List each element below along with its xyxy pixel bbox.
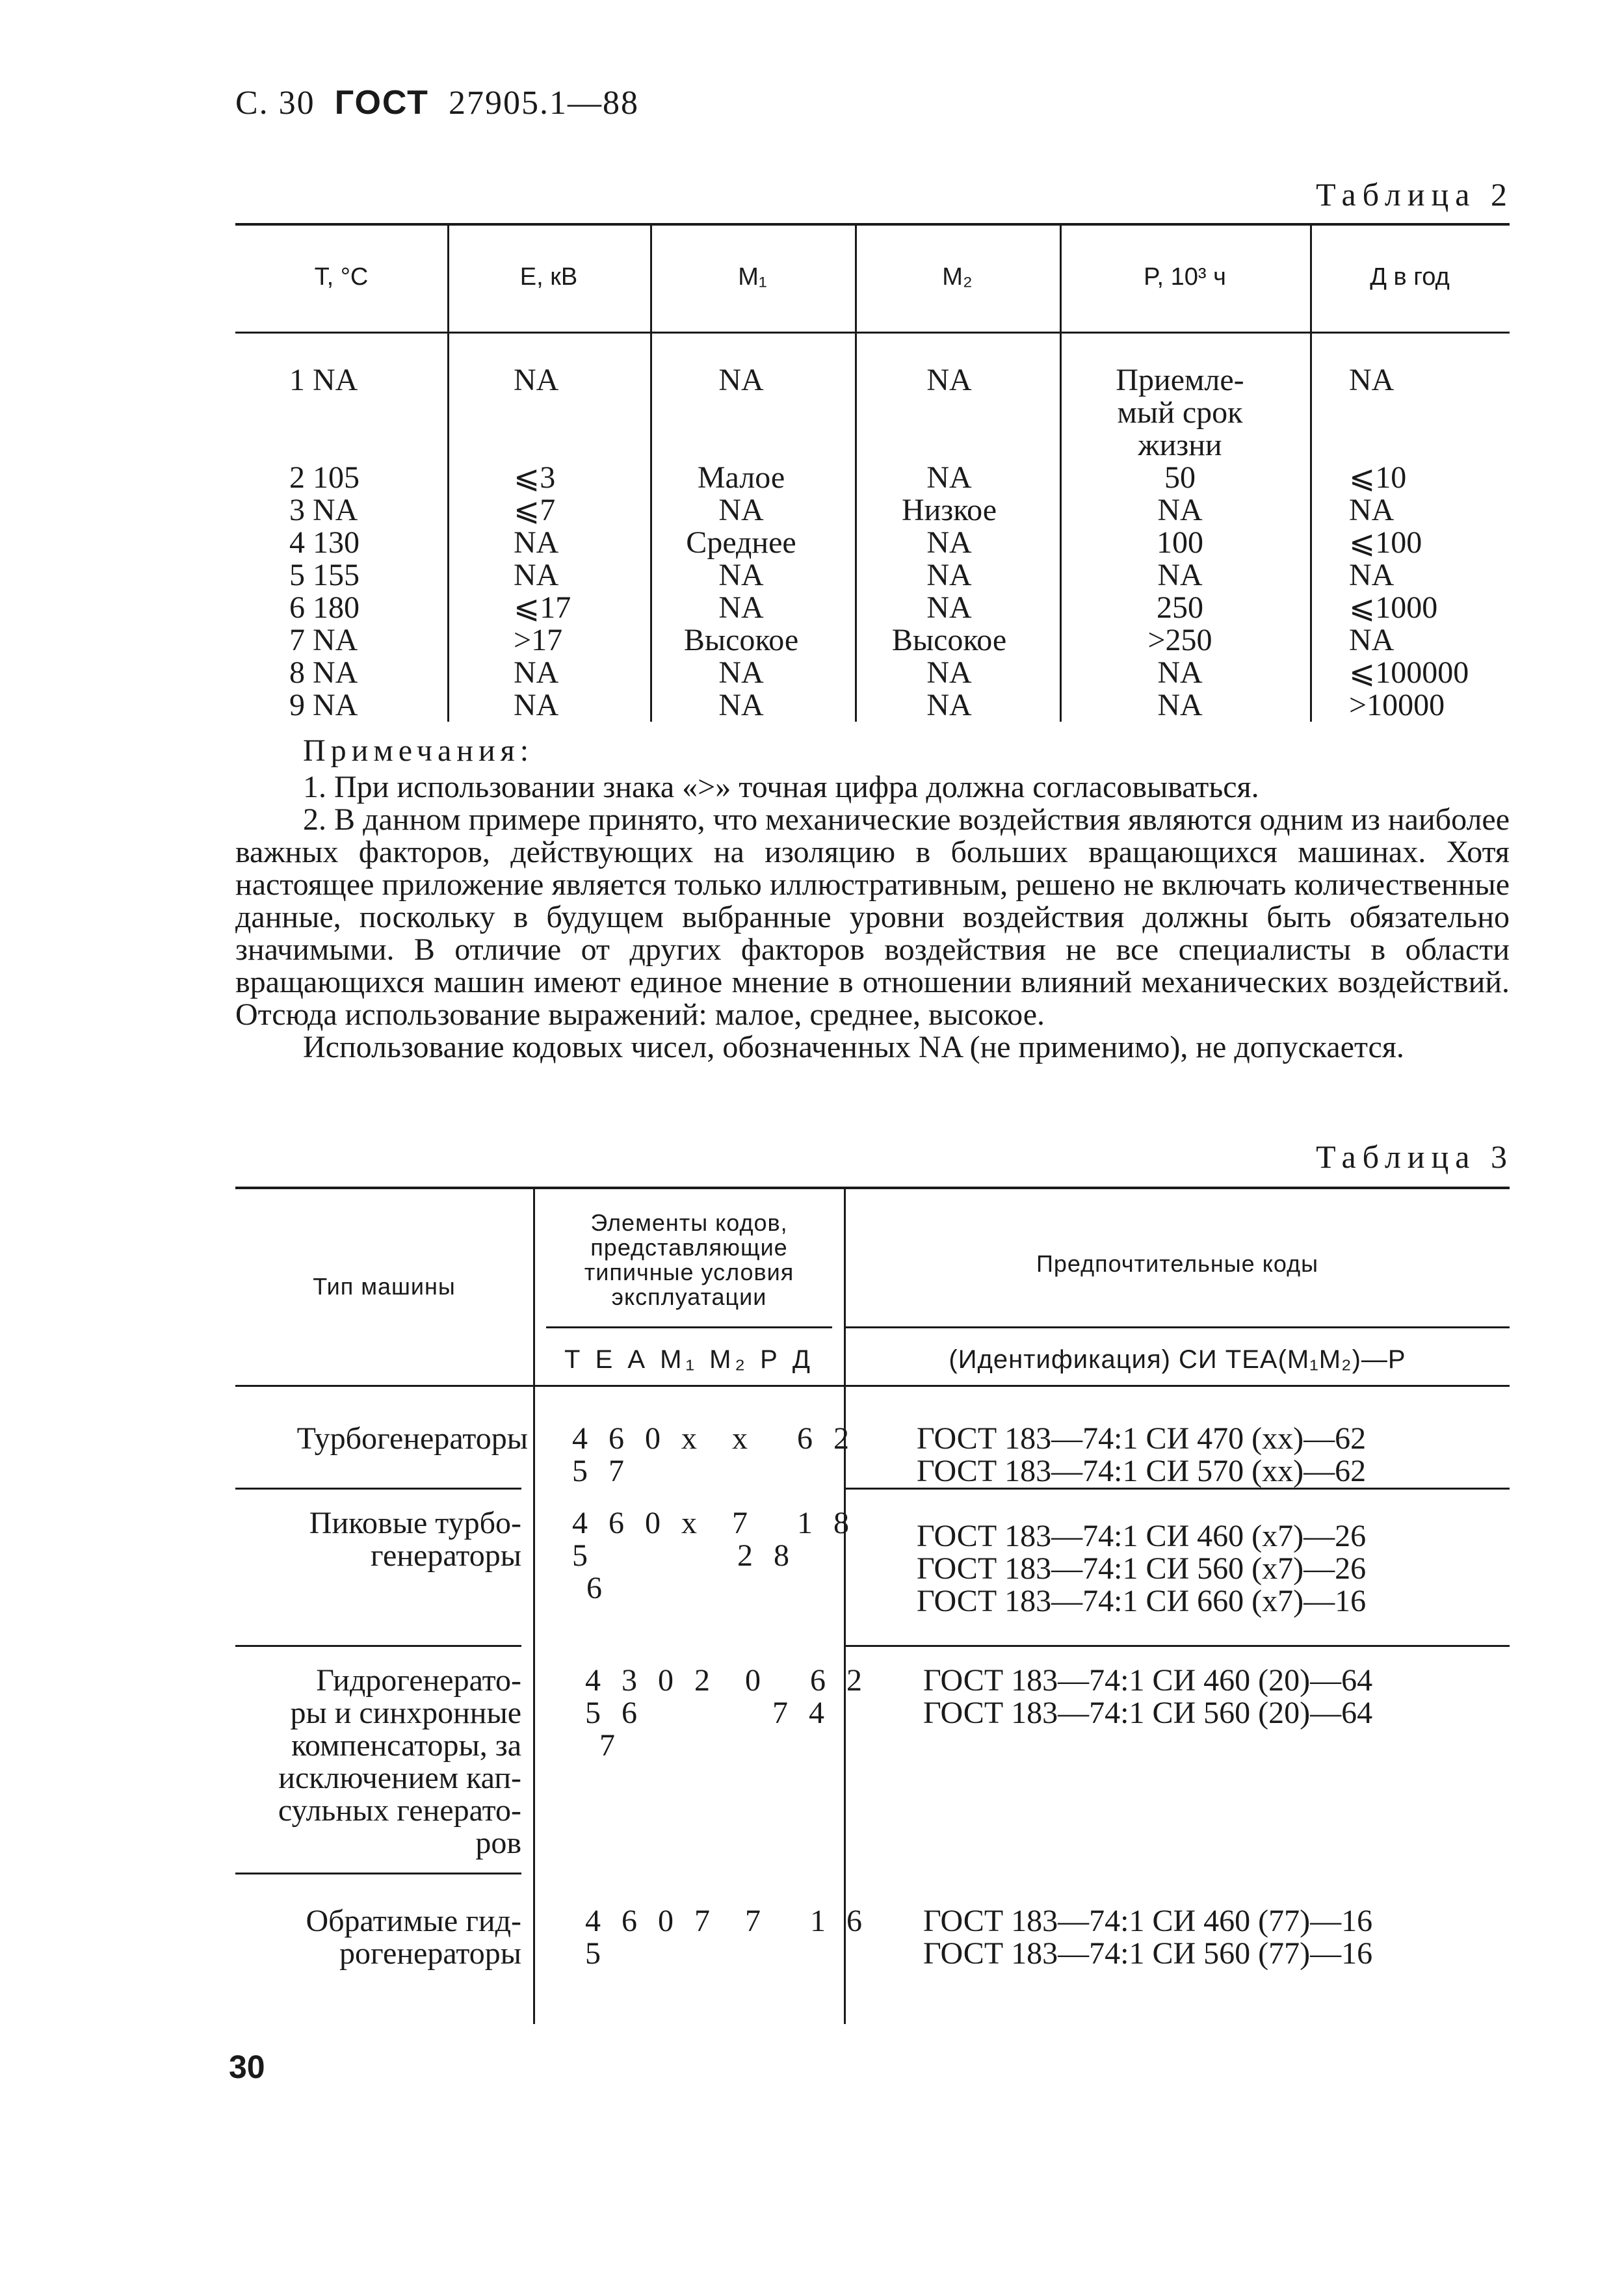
table3-header-type: Тип машины: [313, 1273, 456, 1300]
table3-row-rule: [235, 1645, 521, 1647]
table3-col-divider: [533, 1189, 535, 2024]
table3-subheader-elements: Т Е А M₁ M₂ Р Д: [564, 1345, 814, 1374]
standard-code: ГОСТ: [334, 84, 429, 122]
table2-header-m2: M₂: [942, 263, 973, 291]
table3-subheader-rule: [845, 1326, 1510, 1328]
table2-column-d: NA ⩽10 NA ⩽100 NA ⩽1000 NA ⩽100000 >10000: [1349, 363, 1469, 722]
table3-header-elements: Элементы кодов, представляющие типичные условия эксплуатации: [584, 1209, 794, 1310]
table3-col-divider: [844, 1189, 846, 2024]
table3-caption: Таблица 3: [1316, 1138, 1513, 1175]
notes-title: Примечания:: [303, 733, 534, 768]
table3-subheader-rule: [546, 1326, 832, 1328]
table3-row-type: Гидрогенерато- ры и синхронные компенсаторы, за исключением кап- сульных генерато- ров: [278, 1663, 521, 1860]
table2-header-p: P, 10³ ч: [1144, 263, 1226, 291]
table2-col-divider: [650, 224, 652, 722]
table2-col-divider: [1060, 224, 1062, 722]
table3-row-type: Пиковые турбо- генераторы: [309, 1506, 521, 1573]
table2-column-m2: NA NA Низкое NA NA NA Высокое NA NA: [891, 363, 1007, 722]
table2-column-t: 1 NA 2 105 3 NA 4 130 5 155 6 180 7 NA 8 NA 9 NA: [289, 363, 360, 722]
table3-row-rule: [235, 1488, 521, 1490]
table3-row-preferred: ГОСТ 183—74:1 СИ 460 (77)—16 ГОСТ 183—74:1 СИ 560 (77)—16: [923, 1904, 1373, 1971]
table2-top-rule: [235, 223, 1510, 226]
notes-footer: Использование кодовых чисел, обозначенных NA (не применимо), не допускается.: [303, 1030, 1404, 1064]
table3-row-codes: 4 6 0 x x 6 2 5 7: [572, 1421, 856, 1488]
page-header: [235, 83, 639, 122]
table3-row-preferred: ГОСТ 183—74:1 СИ 460 (20)—64 ГОСТ 183—74:1 СИ 560 (20)—64: [923, 1663, 1373, 1730]
table3-row-codes: 4 3 0 2 0 6 2 5 6 7 4 7: [585, 1663, 869, 1763]
note-2: 2. В данном примере принято, что механические воздействия являются одним из наиболее важных факторов, действующих на изоляцию в больших вращающихся машинах. Хотя настоящее приложение является только иллюстративным, решено не включать количественные данные, поскольку в будущем выбранные уровни воздействия должны быть обязательно значимыми. В отличие от других факторов воздействия не все специалисты в области вращающихся машин имеют единое мнение в отношении влияний механических воздействий. Отсюда использование выражений: малое, среднее, высокое.: [235, 802, 1510, 1032]
table2-col-divider: [855, 224, 857, 722]
table3-row-codes: 4 6 0 7 7 1 6 5: [585, 1904, 869, 1971]
page-prefix: С. 30: [235, 85, 315, 122]
table3-row-type: Обратимые гид- рогенераторы: [306, 1904, 521, 1971]
table3-row-preferred: ГОСТ 183—74:1 СИ 460 (х7)—26 ГОСТ 183—74:1 СИ 560 (х7)—26 ГОСТ 183—74:1 СИ 660 (х7)—16: [917, 1519, 1367, 1618]
table2-column-m1: NA Малое NA Среднее NA NA Высокое NA NA: [683, 363, 799, 722]
table3-top-rule: [235, 1187, 1510, 1189]
table3-subheader-preferred: (Идентификация) СИ ТЕА(M₁M₂)—Р: [949, 1345, 1406, 1374]
table2-column-e: NA ⩽3 ⩽7 NA NA ⩽17 >17 NA NA: [514, 363, 571, 722]
table2-header-rule: [235, 332, 1510, 334]
note-1: 1. При использовании знака «>» точная цифра должна согласовываться.: [303, 770, 1259, 804]
table2-caption: Таблица 2: [1316, 176, 1513, 213]
table2-col-divider: [447, 224, 449, 722]
table2-header-d: Д в год: [1370, 263, 1450, 291]
table3-row-rule: [845, 1488, 1510, 1490]
page-number: 30: [229, 2049, 265, 2085]
table3-row-rule: [235, 1873, 521, 1874]
table3-header-rule: [235, 1385, 1510, 1387]
table2-header-t: Т, °С: [314, 263, 369, 291]
standard-number: 27905.1—88: [448, 85, 639, 122]
table2-header-m1: M₁: [738, 263, 767, 291]
table3-header-preferred: Предпочтительные коды: [1036, 1250, 1318, 1277]
table2-header-e: Е, кВ: [519, 263, 578, 291]
notes-block: [235, 735, 1510, 1064]
table2-column-p: Приемле- мый срок жизни 50 NA 100 NA 250 >250 NA NA: [1116, 363, 1244, 722]
table3-row-rule: [845, 1645, 1510, 1647]
table3-row-codes: 4 6 0 x 7 1 8 5 2 8 6: [572, 1506, 856, 1605]
table2-col-divider: [1310, 224, 1312, 722]
table3-row-type: Турбогенераторы: [296, 1421, 528, 1456]
table3-row-preferred: ГОСТ 183—74:1 СИ 470 (хх)—62 ГОСТ 183—74:1 СИ 570 (хх)—62: [917, 1421, 1367, 1488]
